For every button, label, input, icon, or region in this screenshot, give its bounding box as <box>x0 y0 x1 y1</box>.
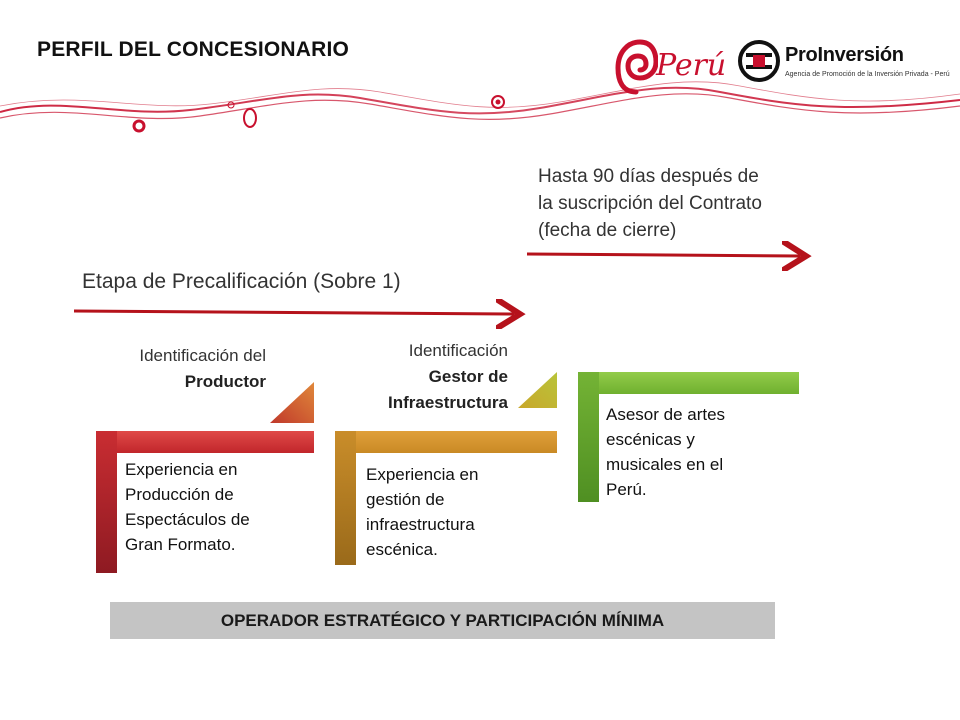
step-3-line: Perú. <box>606 480 647 499</box>
step-1-line: Gran Formato. <box>125 535 236 554</box>
step-1-identification <box>70 343 266 395</box>
step-2-line: infraestructura <box>366 515 475 534</box>
after-contract-line: Hasta 90 días después de <box>538 166 759 187</box>
step-2-id-role: Gestor de <box>428 367 508 386</box>
step-3-text <box>606 402 786 502</box>
after-contract-line: (fecha de cierre) <box>538 220 677 241</box>
step-2-line: escénica. <box>366 540 438 559</box>
step-3-line: musicales en el <box>606 455 724 474</box>
step-1-id-role: Productor <box>184 372 266 391</box>
step-2-id-line: Identificación <box>408 341 508 360</box>
operator-summary-bar <box>110 602 775 639</box>
after-contract-line: la suscripción del Contrato <box>538 193 762 214</box>
step-3-line: escénicas y <box>606 430 695 449</box>
step-1-line: Producción de <box>125 485 234 504</box>
step-2-line: gestión de <box>366 490 445 509</box>
step-2-id-role: Infraestructura <box>388 393 508 412</box>
step-1-line: Experiencia en <box>125 460 238 479</box>
step-3-line: Asesor de artes <box>606 405 726 424</box>
step-1-line: Espectáculos de <box>125 510 250 529</box>
operator-summary-label: OPERADOR ESTRATÉGICO Y PARTICIPACIÓN MÍNIMA <box>220 610 665 630</box>
step-2-line: Experiencia en <box>366 465 479 484</box>
step-2-triangle <box>518 372 557 408</box>
proinversion-logo-text: ProInversión <box>785 44 904 66</box>
peru-logo-text: Perú <box>656 48 727 83</box>
proinversion-logo-subtitle: Agencia de Promoción de la Inversión Privada - Perú <box>785 71 950 78</box>
step-1-text <box>125 457 305 557</box>
page-title: PERFIL DEL CONCESIONARIO <box>37 38 350 61</box>
precalification-label: Etapa de Precalificación (Sobre 1) <box>82 270 401 293</box>
step-1-id-line: Identificación del <box>139 346 266 365</box>
step-2-identification <box>300 338 508 416</box>
step-2-text <box>366 462 546 562</box>
